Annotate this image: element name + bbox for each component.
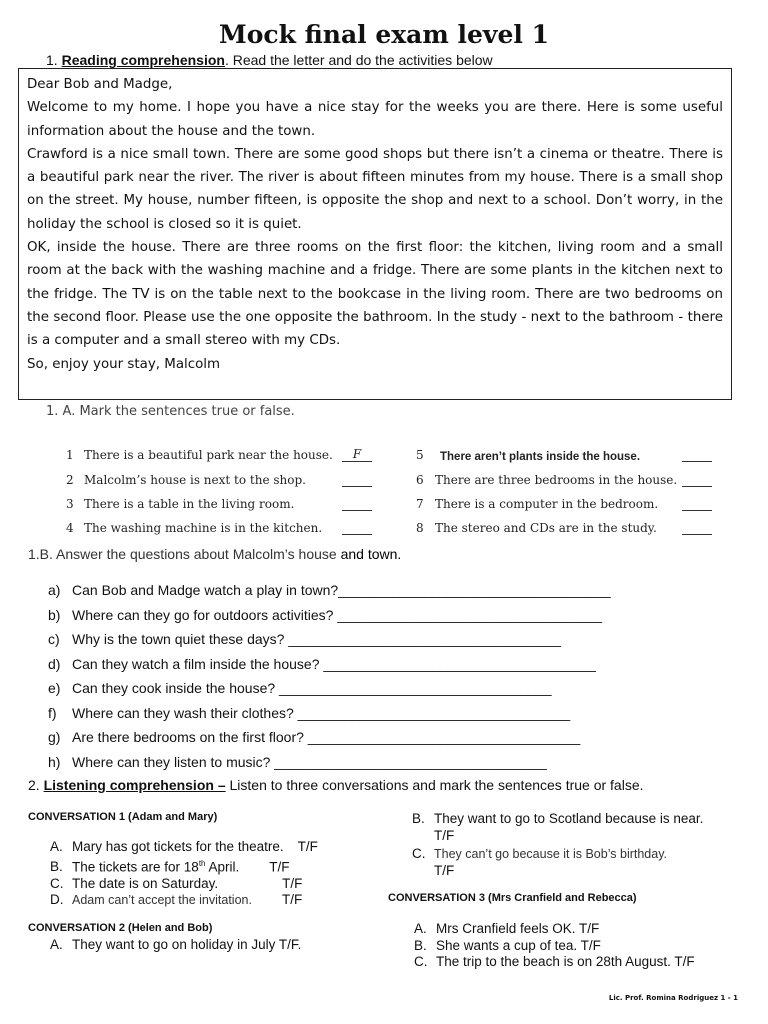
item-text-tail: April. (205, 859, 240, 874)
conversation-2-heading: CONVERSATION 2 (Helen and Bob) (28, 922, 213, 934)
tf-answer-2[interactable] (342, 472, 372, 487)
item-text: She wants a cup of tea. T/F (436, 937, 601, 953)
question-e (48, 676, 611, 701)
letter-paragraph-2: Crawford is a nice small town. There are some good shops but there isn’t a cinema or theatre. There is a beautiful park near the river. The river is about fifteen minutes from my house. There is a small shop on the street. My house, number fifteen, is opposite the shop and next to a school. Don’t worry, in the holiday the school is closed so it is quiet. (27, 146, 723, 232)
tf-text-6: There are three bedrooms in the house. (435, 473, 678, 487)
answer-blank[interactable]: ___________________________________ (303, 729, 581, 745)
tf-choice[interactable]: T/F (282, 875, 303, 891)
item-text: They want to go to Scotland because is near. (434, 811, 704, 826)
answer-blank[interactable]: ___________________________________ (338, 582, 611, 598)
item-text: The tickets are for 18 (72, 859, 199, 874)
conv1-item-d (50, 892, 318, 909)
conv3-item-b (414, 938, 695, 955)
conv1-item-c (50, 876, 318, 893)
conv3-item-c (414, 954, 695, 971)
section-2-title: Listening comprehension – (43, 777, 226, 793)
conv2-item-b (412, 811, 703, 828)
conversation-3-list (414, 921, 695, 971)
section-2-instruction: Listen to three conversations and mark the sentences true or false. (225, 777, 644, 793)
question-letter: a) (48, 582, 61, 598)
question-letter: h) (48, 753, 61, 770)
question-text: Can they watch a film inside the house? (72, 655, 320, 672)
item-text: They can’t go because it is Bob’s birthday. (434, 847, 668, 861)
item-text: The date is on Saturday. (72, 875, 219, 891)
answer-blank[interactable]: ___________________________________ (319, 655, 596, 672)
letter-paragraph-3: OK, inside the house. There are three rooms on the first floor: the kitchen, living room and a small room at the back with the washing machine and a fridge. There are some plants in the kitchen next to the fridge. The TV is on the table next to the bookcase in the living room. There are two bedrooms on the second floor. Please use the one opposite the bathroom. In the study - next to the bathroom - there is a computer and a small stereo with my CDs. (27, 240, 723, 349)
item-letter: B. (414, 937, 427, 953)
tf-text-3: There is a table in the living room. (84, 497, 295, 511)
conv3-item-a (414, 921, 695, 938)
question-list (48, 578, 611, 774)
answer-blank[interactable]: ___________________________________ (270, 753, 547, 770)
conv2-item-c (412, 846, 703, 863)
item-text: They want to go on holiday in July T/F. (72, 937, 302, 952)
tf-answer-8[interactable] (682, 520, 712, 535)
part-a-heading: 1. A. Mark the sentences true or false. (46, 404, 295, 419)
conv2-item-a (50, 937, 301, 954)
footer-credit: Lic. Prof. Romina Rodriguez 1 - 1 (608, 994, 738, 1002)
item-letter: D. (50, 892, 64, 907)
tf-text-2: Malcolm’s house is next to the shop. (84, 473, 306, 487)
letter-paragraph-1: Welcome to my home. I hope you have a nice stay for the weeks you are there. Here is some useful information about the house and the town. (27, 100, 723, 139)
answer-blank[interactable]: ___________________________________ (275, 680, 552, 696)
section-2-number: 2. (28, 777, 40, 793)
tf-answer-5[interactable] (682, 447, 712, 462)
answer-blank[interactable]: ___________________________________ (284, 631, 561, 647)
item-letter: A. (50, 937, 63, 952)
item-text: Adam can’t accept the invitation. (72, 893, 252, 907)
tf-text-4: The washing machine is in the kitchen. (84, 521, 323, 535)
tf-num-1: 1 (66, 448, 74, 462)
letter-box (18, 68, 732, 400)
section-1-number: 1. (46, 52, 58, 68)
conv1-item-b (50, 856, 318, 876)
question-text: Why is the town quiet these days? (72, 631, 285, 647)
page-title: Mock final exam level 1 (219, 20, 549, 49)
conv2-item-c-tf[interactable]: T/F (434, 862, 455, 878)
question-letter: c) (48, 631, 60, 647)
item-letter: B. (412, 811, 425, 826)
question-text: Can Bob and Madge watch a play in town? (72, 582, 339, 598)
tf-choice[interactable]: T/F (281, 892, 303, 907)
tf-num-7: 7 (416, 497, 424, 511)
question-h (48, 750, 611, 775)
item-letter: A. (414, 921, 427, 936)
item-letter: C. (412, 846, 426, 861)
tf-text-7: There is a computer in the bedroom. (435, 497, 659, 511)
section-1-instruction: . Read the letter and do the activities below (224, 52, 493, 68)
question-letter: d) (48, 655, 61, 672)
tf-num-5: 5 (416, 448, 424, 462)
question-text: Can they cook inside the house? (72, 680, 276, 696)
question-text: Where can they wash their clothes? (72, 704, 294, 721)
item-letter: C. (50, 875, 64, 891)
part-b-heading-main: 1.B. Answer the questions about Malcolm’s house (28, 546, 337, 562)
tf-answer-4[interactable] (342, 520, 372, 535)
item-letter: B. (50, 859, 63, 874)
tf-answer-7[interactable] (682, 496, 712, 511)
tf-answer-1[interactable]: F (342, 447, 372, 462)
question-letter: e) (48, 680, 61, 696)
question-f (48, 701, 611, 726)
answer-blank[interactable]: ___________________________________ (293, 704, 571, 721)
item-letter: C. (414, 954, 428, 969)
tf-answer-3[interactable] (342, 496, 372, 511)
tf-choice[interactable]: T/F (297, 839, 318, 854)
item-superscript: th (198, 858, 206, 868)
tf-answer-6[interactable] (682, 472, 712, 487)
conversation-2-list (50, 937, 301, 954)
tf-num-3: 3 (66, 497, 74, 511)
letter-greeting: Dear Bob and Madge, (27, 77, 173, 92)
item-text: Mrs Cranfield feels OK. T/F (436, 921, 600, 936)
section-2-heading (28, 777, 644, 793)
section-1-title: Reading comprehension (61, 52, 225, 68)
letter-closing: So, enjoy your stay, Malcolm (27, 356, 221, 372)
part-b-heading (28, 546, 401, 562)
question-letter: g) (48, 729, 61, 745)
conversation-1-list (50, 839, 318, 909)
question-letter: f) (48, 704, 57, 721)
question-b (48, 603, 611, 628)
tf-num-6: 6 (416, 473, 424, 487)
item-text: The trip to the beach is on 28th August. T/F (436, 954, 695, 969)
section-1-heading (46, 52, 493, 68)
question-c (48, 627, 611, 652)
question-letter: b) (48, 606, 61, 623)
question-text: Where can they listen to music? (72, 753, 271, 770)
conversation-3-heading: CONVERSATION 3 (Mrs Cranfield and Rebecca) (388, 892, 637, 904)
tf-num-4: 4 (66, 521, 74, 535)
tf-text-1: There is a beautiful park near the house. (84, 448, 333, 462)
conversation-1-heading: CONVERSATION 1 (Adam and Mary) (28, 811, 218, 823)
tf-choice[interactable]: T/F (269, 859, 290, 874)
conv1-item-a (50, 839, 318, 856)
tf-num-2: 2 (66, 473, 74, 487)
tf-text-8: The stereo and CDs are in the study. (435, 521, 657, 535)
question-g (48, 725, 611, 750)
question-a (48, 578, 611, 603)
answer-blank[interactable]: __________________________________ (333, 606, 603, 623)
conversation-2-continued (412, 811, 703, 879)
tf-num-8: 8 (416, 521, 424, 535)
tf-text-5: There aren’t plants inside the house. (440, 451, 641, 463)
item-text: Mary has got tickets for the theatre. (72, 839, 284, 854)
question-text: Where can they go for outdoors activities? (72, 606, 334, 623)
question-d (48, 652, 611, 677)
question-text: Are there bedrooms on the first floor? (72, 729, 304, 745)
conv2-item-b-tf[interactable]: T/F (434, 827, 455, 843)
part-b-heading-tail: and town. (336, 546, 402, 562)
item-letter: A. (50, 839, 63, 854)
